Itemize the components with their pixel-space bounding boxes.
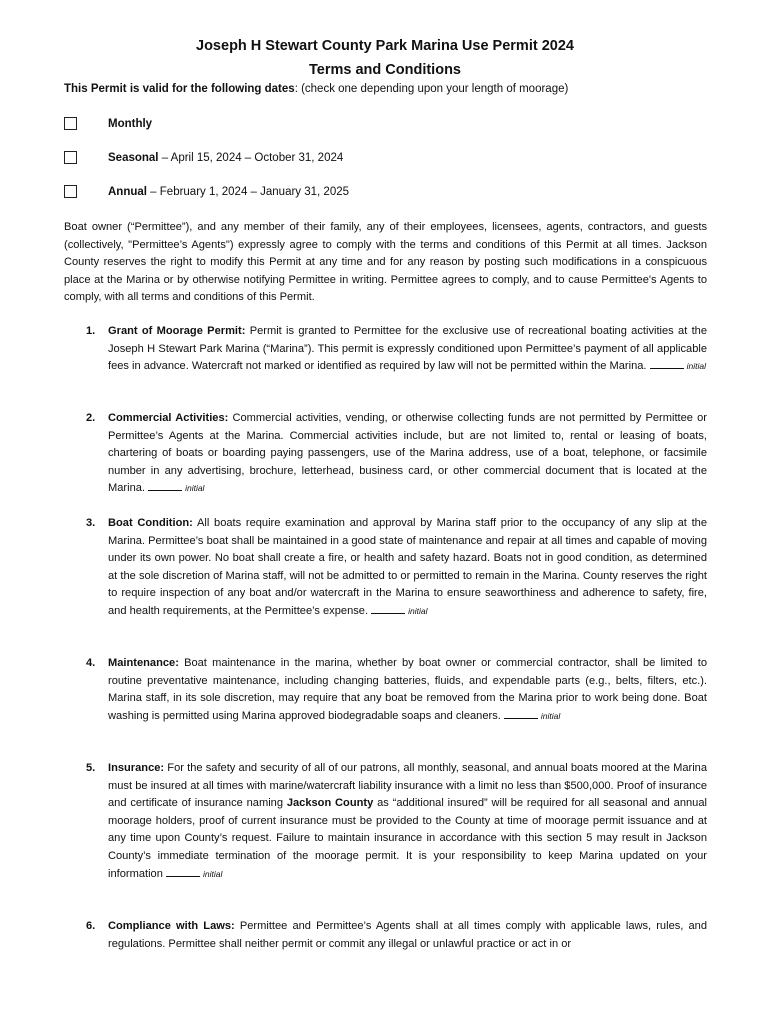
section-5 [86,760,707,883]
initial-blank[interactable] [371,603,405,614]
section-text-bold: Jackson County [286,797,374,810]
section-number: 5. [86,762,96,774]
validity-lead: This Permit is valid for the following dates [64,83,295,95]
monthly-checkbox[interactable] [64,117,77,130]
section-heading: Grant of Moorage Permit: [108,325,246,337]
section-heading: Compliance with Laws: [108,920,235,932]
section-6 [86,918,707,953]
section-text: Permittee and Permittee’s Agents shall at all times comply with applicable laws, rules, and regulations. Permittee shall neither permit or commit any illegal or unlawful practice or act in or [108,920,707,950]
document-title: Joseph H Stewart County Park Marina Use Permit 2024 [196,38,574,54]
option-name: Annual [108,186,147,198]
section-heading: Commercial Activities: [108,412,229,424]
initial-blank[interactable] [166,866,200,877]
document-subtitle: Terms and Conditions [309,62,461,78]
option-dates: – February 1, 2024 – January 31, 2025 [146,186,350,198]
section-number: 4. [86,657,96,669]
option-name: Seasonal [108,152,159,164]
option-seasonal[interactable] [64,151,704,169]
section-number: 3. [86,517,96,529]
section-2 [86,410,707,498]
section-number: 2. [86,412,96,424]
validity-note: : (check one depending upon your length of moorage) [294,83,569,95]
initial-label: initial [408,605,428,616]
section-number: 1. [86,325,96,337]
initial-blank[interactable] [504,708,538,719]
section-number: 6. [86,920,96,932]
initial-label: initial [686,361,706,372]
initial-blank[interactable] [650,358,684,369]
section-4 [86,655,707,725]
section-1 [86,323,707,376]
seasonal-checkbox[interactable] [64,151,77,164]
validity-statement [64,83,568,95]
section-text: Boat maintenance in the marina, whether by boat owner or commercial contractor, shall be limited to routine preventative maintenance, including changing batteries, fluids, and expendable parts (e.g., belts, filters, etc.). Marina staff, in its sole discretion, may require that any boat be removed from the Marina prior to work being done. Boat washing is permitted using Marina approved biodegradable soaps and cleaners. [108,657,707,722]
option-monthly[interactable] [64,117,704,135]
option-annual[interactable] [64,185,704,203]
initial-label: initial [540,710,561,721]
section-heading: Maintenance: [108,657,179,669]
section-text-b: as “additional insured” will be required for all seasonal and annual moorage holders, proof of current insurance must be provided to the County at time of moorage permit issuance and at any time upon County’s request. Failure to maintain insurance in accordance with this section 5 may result in Jackson County’s immediate termination of the moorage permit. It is your responsibility to keep Marina updated on your information [108,797,707,880]
section-heading: Boat Condition: [108,517,193,529]
section-3 [86,515,707,621]
section-text: Permit is granted to Permittee for the exclusive use of recreational boating activities at the Joseph H Stewart Park Marina (“Marina”). This permit is expressly conditioned upon Permittee’s payment of all applicable fees in advance. Watercraft not marked or identified as required by law will not be permitted within the Marina. [108,325,707,373]
annual-checkbox[interactable] [64,185,77,198]
option-name: Monthly [108,118,153,130]
option-dates: – April 15, 2024 – October 31, 2024 [158,152,344,164]
initial-blank[interactable] [148,480,182,491]
section-text: All boats require examination and approval by Marina staff prior to the occupancy of any slip at the Marina. Permittee’s boat shall be maintained in a good state of maintenance and repair at all times and capable of moving under its own power. No boat shall create a fire, or health and safety hazard. Boats not in good condition, as determined at the sole discretion of Marina staff, will not be admitted to or permitted to remain in the Marina. County reserves the right to require inspection of any boat and/or watercraft in the Marina to ensure seaworthiness and adherence to safety, fire, and health requirements, at the Permittee’s expense. [108,517,707,617]
intro-paragraph: Boat owner (“Permittee”), and any member of their family, any of their employees, licensees, agents, contractors, and guests (collectively, "Permittee’s Agents") expressly agree to comply with the terms and conditions of this Permit at all times. Jackson County reserves the right to modify this Permit at any time and for any reason by posting such modifications in a conspicuous place at the Marina or by otherwise notifying Permittee in writing. Permittee agrees to comply, and to cause Permittee's Agents to comply, with all terms and conditions of this Permit. [64,221,707,304]
section-heading: Insurance: [108,762,165,774]
initial-label: initial [185,483,205,494]
section-text-a: For the safety and security of all of our patrons, all monthly, seasonal, and annual boats moored at the Marina must be insured at all times with marine/watercraft liability insurance with a limit no less than $500,000. Proof of insurance and certificate of insurance naming [108,762,707,810]
section-text: Commercial activities, vending, or otherwise collecting funds are not permitted by Permittee or Permittee’s Agents at the Marina. Commercial activities include, but are not limited to, rental or leasing of boats, chartering of boats or boarding paying passengers, use of the Marina address, use of a boat, telephone, or facsimile number in any advertising, brochure, letterhead, business card, or other commercial document that is located at the Marina. [108,412,707,495]
initial-label: initial [202,868,223,879]
